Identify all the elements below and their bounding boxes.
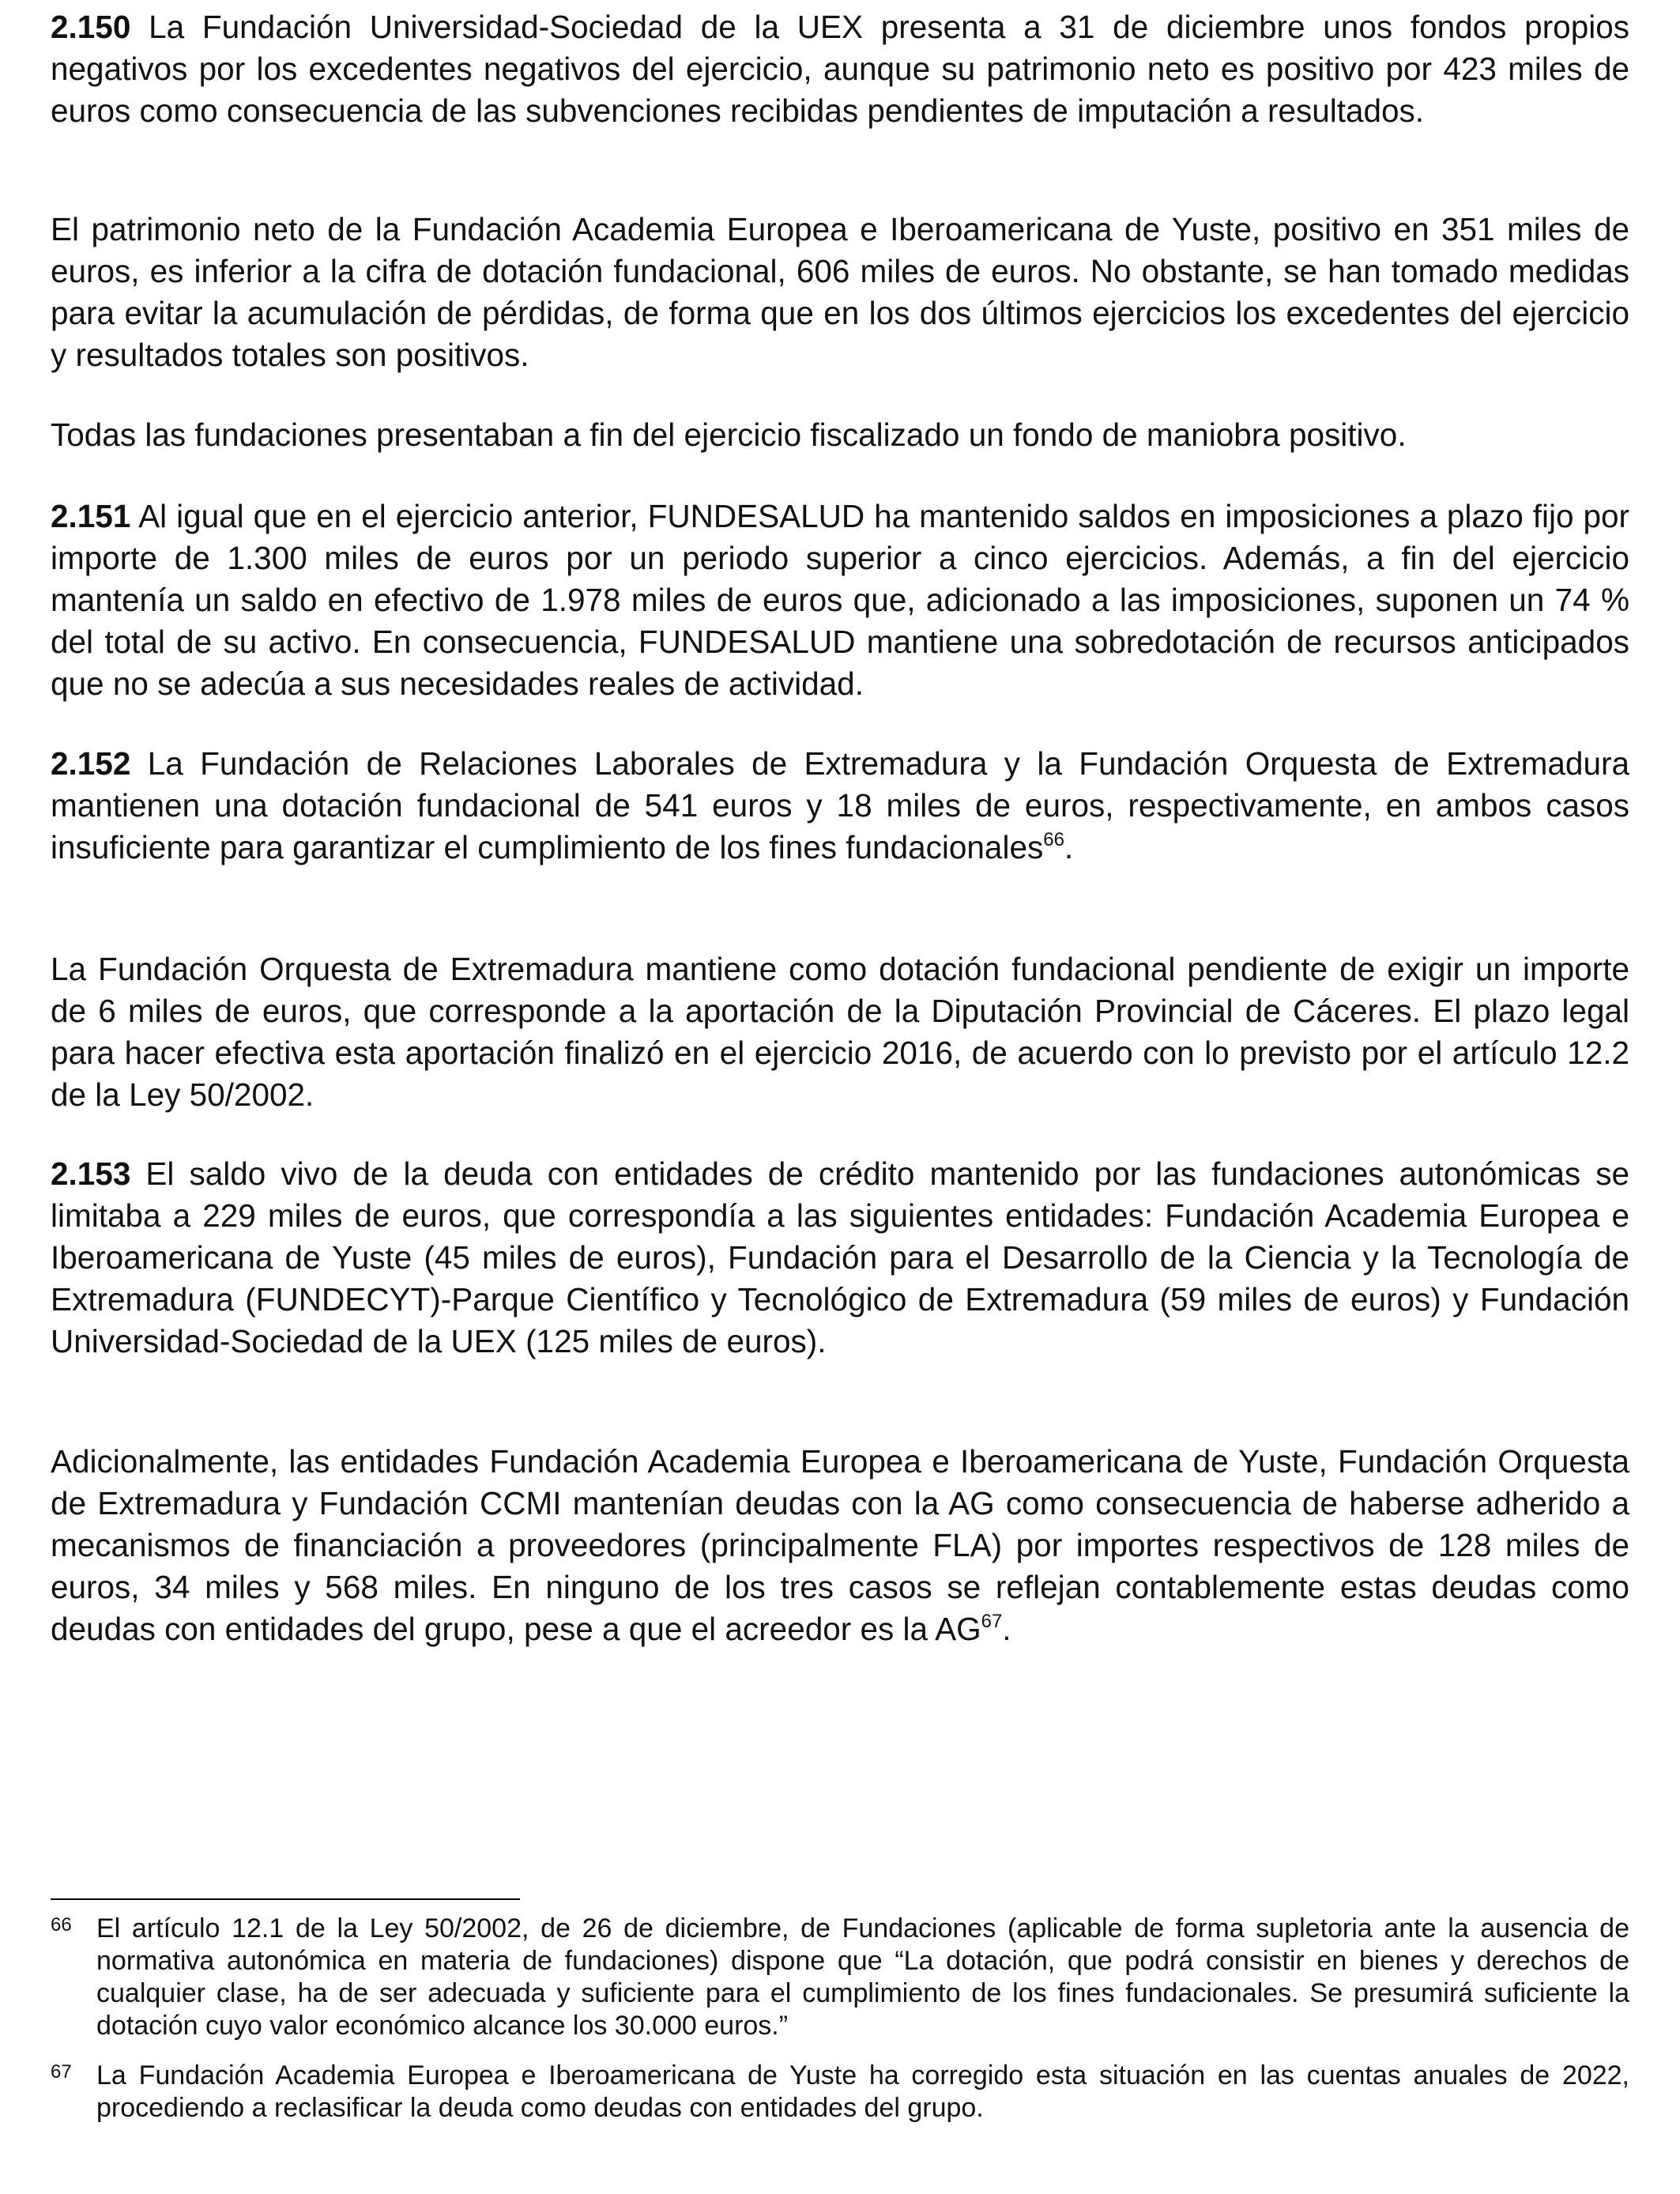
footnote-number: 66: [51, 1914, 72, 1936]
paragraph-2-150: [51, 6, 1629, 132]
paragraph-text: Adicionalmente, las entidades Fundación Academia Europea e Iberoamericana de Yuste, Fundación Orquesta de Extremadura y Fundación CCMI mantenían deudas con la AG como consecuencia de haberse adherido a mecanismos de financiación a proveedores (principalmente FLA) por importes respectivos de 128 miles de euros, 34 miles y 568 miles. En ninguno de los tres casos se reflejan contablemente estas deudas como deudas con entidades del grupo, pese a que el acreedor es la AG: [51, 1443, 1629, 1647]
paragraph-text: La Fundación de Relaciones Laborales de Extremadura y la Fundación Orquesta de Extremadura mantienen una dotación fundacional de 541 euros y 18 miles de euros, respectivamente, en ambos casos insuficiente para garantizar el cumplimiento de los fines fundacionales: [51, 745, 1629, 865]
paragraph-text: El saldo vivo de la deuda con entidades de crédito mantenido por las fundaciones autonómicas se limitaba a 229 miles de euros, que correspondía a las siguientes entidades: Fundación Academia Europea e Iberoamericana de Yuste (45 miles de euros), Fundación para el Desarrollo de la Ciencia y la Tecnología de Extremadura (FUNDECYT)-Parque Científico y Tecnológico de Extremadura (59 miles de euros) y Fundación Universidad-Sociedad de la UEX (125 miles de euros).: [51, 1155, 1629, 1359]
footnote-66: [51, 1913, 1629, 2042]
paragraph: [51, 414, 1629, 456]
footnote-text: El artículo 12.1 de la Ley 50/2002, de 26 de diciembre, de Fundaciones (aplicable de forma supletoria ante la ausencia de normativa autonómica en materia de fundaciones) dispone que “La dotación, que podrá consistir en bienes y derechos de cualquier clase, ha de ser adecuada y suficiente para el cumplimiento de los fines fundacionales. Se presumirá suficiente la dotación cuyo valor económico alcance los 30.000 euros.”: [96, 1913, 1629, 2041]
paragraph-text: El patrimonio neto de la Fundación Academia Europea e Iberoamericana de Yuste, positivo en 351 miles de euros, es inferior a la cifra de dotación fundacional, 606 miles de euros. No obstante, se han tomado medidas para evitar la acumulación de pérdidas, de forma que en los dos últimos ejercicios los excedentes del ejercicio y resultados totales son positivos.: [51, 211, 1629, 373]
footnote-ref-66[interactable]: 66: [1043, 828, 1064, 850]
paragraph-number: 2.151: [51, 498, 131, 534]
paragraph-tail: .: [1064, 829, 1074, 865]
footnote-number: 67: [51, 2061, 72, 2083]
paragraph-2-152: [51, 743, 1629, 869]
paragraph: [51, 209, 1629, 376]
paragraph-2-151: [51, 496, 1629, 705]
paragraph: [51, 1441, 1629, 1650]
paragraph-tail: .: [1002, 1611, 1011, 1647]
paragraph-number: 2.152: [51, 745, 131, 782]
paragraph-text: Todas las fundaciones presentaban a fin del ejercicio fiscalizado un fondo de maniobra positivo.: [51, 417, 1407, 453]
paragraph: [51, 948, 1629, 1116]
paragraph-text: La Fundación Orquesta de Extremadura mantiene como dotación fundacional pendiente de exigir un importe de 6 miles de euros, que corresponde a la aportación de la Diputación Provincial de Cáceres. El plazo legal para hacer efectiva esta aportación finalizó en el ejercicio 2016, de acuerdo con lo previsto por el artículo 12.2 de la Ley 50/2002.: [51, 951, 1629, 1113]
footnote-67: [51, 2060, 1629, 2124]
paragraph-2-153: [51, 1153, 1629, 1363]
paragraph-number: 2.150: [51, 9, 131, 45]
footnote-text: La Fundación Academia Europea e Iberoamericana de Yuste ha corregido esta situación en las cuentas anuales de 2022, procediendo a reclasificar la deuda como deudas con entidades del grupo.: [96, 2060, 1629, 2123]
paragraph-text: La Fundación Universidad-Sociedad de la UEX presenta a 31 de diciembre unos fondos propios negativos por los excedentes negativos del ejercicio, aunque su patrimonio neto es positivo por 423 miles de euros como consecuencia de las subvenciones recibidas pendientes de imputación a resultados.: [51, 9, 1629, 129]
footnote-separator: [51, 1898, 520, 1900]
paragraph-number: 2.153: [51, 1155, 131, 1192]
paragraph-text: Al igual que en el ejercicio anterior, FUNDESALUD ha mantenido saldos en imposiciones a plazo fijo por importe de 1.300 miles de euros por un periodo superior a cinco ejercicios. Además, a fin del ejercicio mantenía un saldo en efectivo de 1.978 miles de euros que, adicionado a las imposiciones, suponen un 74 % del total de su activo. En consecuencia, FUNDESALUD mantiene una sobredotación de recursos anticipados que no se adecúa a sus necesidades reales de actividad.: [51, 498, 1629, 702]
footnote-ref-67[interactable]: 67: [981, 1610, 1003, 1632]
